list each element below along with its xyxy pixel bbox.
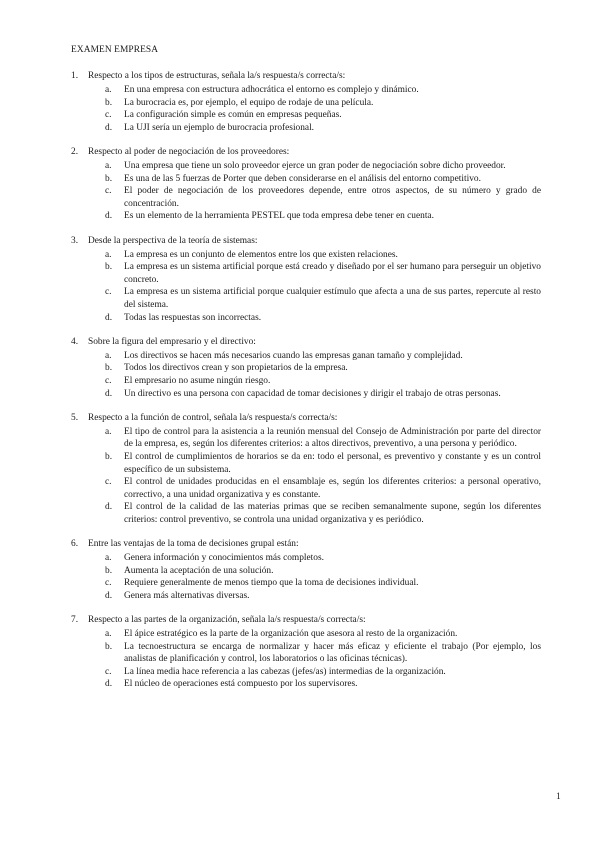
question-text: Respecto a las partes de la organización, señala la/s respuesta/s correcta/s:: [88, 614, 366, 625]
option-text: Los directivos se hacen más necesarios cuando las empresas ganan tamaño y complejidad.: [124, 350, 463, 361]
answer-option: [105, 109, 541, 122]
option-text: La tecnoestructura se encarga de normalizar y hacer más eficaz y eficiente el trabajo (Por ejemplo, los analistas de planificación y control, los laboratorios o las oficinas técnicas).: [124, 641, 541, 665]
option-text: Es un elemento de la herramienta PESTEL que toda empresa debe tener en cuenta.: [124, 211, 434, 222]
page-title: EXAMEN EMPRESA: [71, 45, 159, 55]
question-text: Entre las ventajas de la toma de decisiones grupal están:: [88, 539, 299, 549]
answer-option: [105, 210, 541, 223]
option-text: Genera información y conocimientos más completos.: [124, 553, 324, 564]
question-number: 4.: [71, 336, 79, 347]
answer-option: [105, 590, 541, 603]
answer-option: [105, 577, 541, 590]
option-letter: c.: [105, 186, 112, 197]
option-list: [71, 552, 541, 602]
option-text: Requiere generalmente de menos tiempo que la toma de decisiones individual.: [124, 578, 419, 589]
answer-option: [105, 565, 541, 578]
option-text: El núcleo de operaciones está compuesto por los supervisores.: [124, 679, 358, 690]
answer-option: [105, 451, 541, 476]
question-text: Desde la perspectiva de la teoría de sistemas:: [88, 235, 258, 246]
question-5: [71, 412, 541, 527]
option-text: La burocracia es, por ejemplo, el equipo de rodaje de una película.: [124, 97, 374, 108]
option-list: [71, 350, 541, 400]
option-text: Todas las respuestas son incorrectas.: [124, 312, 262, 323]
option-text: En una empresa con estructura adhocrática el entorno es complejo y dinámico.: [124, 85, 419, 96]
question-4: [71, 336, 541, 400]
option-letter: a.: [105, 249, 112, 260]
answer-option: [105, 350, 541, 363]
answer-option: [105, 312, 541, 325]
answer-option: [105, 362, 541, 375]
option-letter: a.: [105, 553, 112, 564]
page-number: 1: [556, 792, 561, 802]
answer-option: [105, 552, 541, 565]
answer-option: [105, 666, 541, 679]
option-text: El poder de negociación de los proveedores depende, entre otros aspectos, de su número y grado de concentración.: [124, 186, 541, 209]
question-text: Sobre la figura del empresario y el directivo:: [88, 336, 256, 347]
option-letter: c.: [105, 375, 112, 386]
answer-option: [105, 641, 541, 666]
answer-option: [105, 84, 541, 97]
option-letter: b.: [105, 565, 113, 576]
option-letter: a.: [105, 85, 112, 96]
option-letter: d.: [105, 211, 113, 222]
option-letter: d.: [105, 122, 113, 133]
option-letter: b.: [105, 641, 113, 652]
option-letter: b.: [105, 451, 113, 462]
question-1: [71, 70, 541, 134]
question-6: [71, 538, 541, 602]
question-stem: [71, 412, 541, 425]
option-text: Aumenta la aceptación de una solución.: [124, 565, 274, 576]
question-stem: [71, 538, 541, 551]
option-letter: a.: [105, 350, 112, 361]
question-text: Respecto a la función de control, señala la/s respuesta/s correcta/s:: [88, 412, 338, 423]
option-text: La línea media hace referencia a las cabezas (jefes/as) intermedias de la organización.: [124, 666, 446, 677]
option-text: Es una de las 5 fuerzas de Porter que deben considerarse en el análisis del entorno competitivo.: [124, 173, 481, 184]
answer-option: [105, 678, 541, 691]
option-letter: b.: [105, 173, 113, 184]
option-letter: d.: [105, 590, 113, 601]
question-list: [71, 70, 541, 703]
answer-option: [105, 97, 541, 110]
option-list: [71, 249, 541, 325]
option-text: La UJI sería un ejemplo de burocracia profesional.: [124, 122, 315, 133]
answer-option: [105, 628, 541, 641]
option-letter: d.: [105, 312, 113, 323]
answer-option: [105, 388, 541, 401]
question-stem: [71, 70, 541, 83]
question-number: 5.: [71, 412, 79, 423]
question-stem: [71, 146, 541, 159]
option-list: [71, 160, 541, 223]
option-text: El empresario no asume ningún riesgo.: [124, 375, 271, 386]
option-letter: d.: [105, 679, 113, 690]
question-7: [71, 614, 541, 691]
answer-option: [105, 261, 541, 286]
question-text: Respecto al poder de negociación de los proveedores:: [88, 146, 290, 157]
answer-option: [105, 476, 541, 501]
question-2: [71, 146, 541, 223]
option-text: El control de unidades producidas en el ensamblaje es, según los diferentes criterios: a personal operativo, correctivo, a una unidad organizativa y es constante.: [124, 477, 541, 500]
question-text: Respecto a los tipos de estructuras, señala la/s respuesta/s correcta/s:: [88, 71, 346, 81]
option-letter: c.: [105, 666, 112, 677]
option-letter: d.: [105, 388, 113, 399]
question-number: 7.: [71, 614, 79, 625]
answer-option: [105, 501, 541, 526]
answer-option: [105, 185, 541, 210]
option-letter: a.: [105, 161, 112, 172]
option-letter: b.: [105, 262, 113, 273]
option-text: La empresa es un sistema artificial porque está creado y diseñado por el ser humano para perseguir un objetivo concreto.: [124, 262, 541, 285]
question-number: 1.: [71, 71, 79, 81]
option-list: [71, 84, 541, 134]
option-text: La empresa es un conjunto de elementos entre los que existen relaciones.: [124, 249, 398, 260]
question-stem: [71, 336, 541, 349]
question-number: 6.: [71, 539, 79, 549]
answer-option: [105, 375, 541, 388]
answer-option: [105, 426, 541, 451]
option-letter: a.: [105, 426, 112, 437]
option-text: Una empresa que tiene un solo proveedor ejerce un gran poder de negociación sobre dicho proveedor.: [124, 161, 506, 172]
option-text: El control de cumplimientos de horarios se da en: todo el personal, es preventivo y constante y es un control específico de un subsistema.: [124, 451, 541, 475]
option-text: La empresa es un sistema artificial porque cualquier estímulo que afecta a una de sus partes, repercute al resto del sistema.: [124, 287, 541, 310]
question-number: 2.: [71, 146, 79, 157]
answer-option: [105, 286, 541, 311]
answer-option: [105, 160, 541, 173]
question-stem: [71, 235, 541, 248]
option-list: [71, 628, 541, 691]
option-letter: a.: [105, 629, 112, 640]
answer-option: [105, 122, 541, 135]
option-letter: b.: [105, 363, 113, 374]
option-text: El control de la calidad de las materias primas que se reciben semanalmente supone, según los diferentes criterios: control preventivo, se controla una unidad organizativa y es periódico.: [124, 502, 541, 525]
option-letter: c.: [105, 578, 112, 589]
option-letter: b.: [105, 97, 113, 108]
option-letter: c.: [105, 477, 112, 488]
answer-option: [105, 249, 541, 262]
question-3: [71, 235, 541, 325]
option-text: Todos los directivos crean y son propietarios de la empresa.: [124, 363, 348, 374]
option-text: La configuración simple es común en empresas pequeñas.: [124, 110, 342, 121]
option-letter: c.: [105, 110, 112, 121]
question-stem: [71, 614, 541, 627]
option-text: El ápice estratégico es la parte de la organización que asesora al resto de la organización.: [124, 629, 458, 640]
option-text: Genera más alternativas diversas.: [124, 590, 250, 601]
answer-option: [105, 173, 541, 186]
option-list: [71, 426, 541, 527]
option-text: El tipo de control para la asistencia a la reunión mensual del Consejo de Administración por parte del director de la empresa, es, según los diferentes criterios: a altos directivos, preventivo, a una persona y periódico.: [124, 426, 541, 450]
question-number: 3.: [71, 235, 79, 246]
option-letter: c.: [105, 287, 112, 298]
option-text: Un directivo es una persona con capacidad de tomar decisiones y dirigir el trabajo de otras personas.: [124, 388, 501, 399]
option-letter: d.: [105, 502, 113, 513]
